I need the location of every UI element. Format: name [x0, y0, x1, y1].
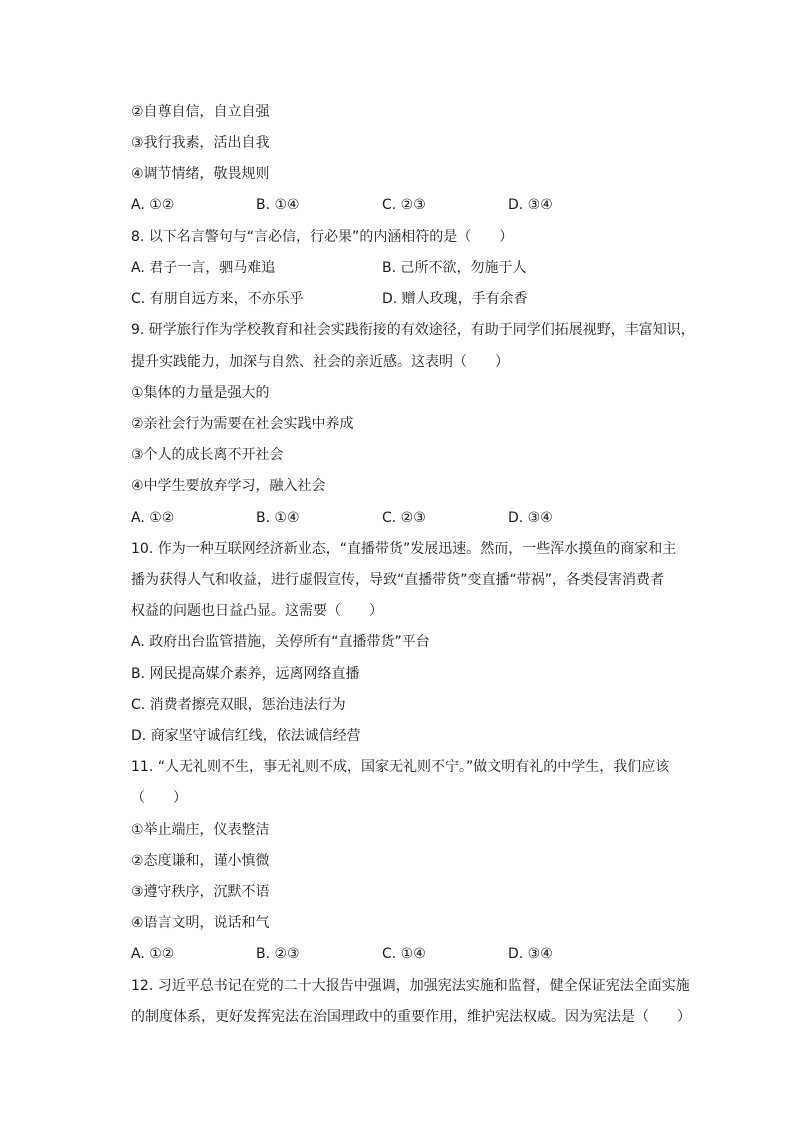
q9-stem-line2: 提升实践能力，加深与自然、社会的亲近感。这表明（ ） [131, 354, 509, 370]
q10-option-c: C. 消费者擦亮双眼，惩治违法行为 [131, 697, 346, 713]
q10-option-a: A. 政府出台监管措施，关停所有“直播带货”平台 [131, 634, 430, 650]
q11-item-2: ②态度谦和，谨小慎微 [131, 853, 270, 869]
q8-stem: 8. 以下名言警句与“言必信，行必果”的内涵相符的是（ ） [131, 229, 514, 245]
q7-item-3: ③我行我素，活出自我 [131, 135, 270, 151]
q9-item-2: ②亲社会行为需要在社会实践中养成 [131, 416, 354, 432]
q11-option-d: D. ③④ [508, 946, 553, 962]
q10-stem-line2: 播为获得人气和收益，进行虚假宣传，导致“直播带货”变直播“带祸”，各类侵害消费者 [131, 572, 665, 588]
q9-stem-line1: 9. 研学旅行作为学校教育和社会实践衔接的有效途径，有助于同学们拓展视野，丰富知识， [131, 322, 695, 338]
q11-item-3: ③遵守秩序，沉默不语 [131, 884, 270, 900]
q11-stem-line1: 11. “人无礼则不生，事无礼则不成，国家无礼则不宁。”做文明有礼的中学生，我们应该 [131, 759, 670, 775]
q9-item-4: ④中学生要放弃学习，融入社会 [131, 478, 326, 494]
q11-option-c: C. ①④ [382, 946, 426, 962]
q10-option-b: B. 网民提高媒介素养，远离网络直播 [131, 666, 360, 682]
q9-option-c: C. ②③ [382, 510, 426, 526]
q7-item-2: ②自尊自信，自立自强 [131, 104, 270, 120]
q12-stem-line1: 12. 习近平总书记在党的二十大报告中强调，加强宪法实施和监督，健全保证宪法全面实施 [131, 978, 690, 994]
q7-item-4: ④调节情绪，敬畏规则 [131, 166, 270, 182]
q10-stem-line3: 权益的问题也日益凸显。这需要（ ） [131, 603, 383, 619]
q10-stem-line1: 10. 作为一种互联网经济新业态，“直播带货”发展迅速。然而，一些浑水摸鱼的商家和主 [131, 541, 677, 557]
q8-option-a: A. 君子一言，驷马难追 [131, 260, 276, 276]
q11-option-b: B. ②③ [256, 946, 300, 962]
q7-option-a: A. ①② [131, 197, 175, 213]
q11-item-4: ④语言文明，说话和气 [131, 915, 270, 931]
q9-option-d: D. ③④ [508, 510, 553, 526]
q9-option-b: B. ①④ [256, 510, 300, 526]
q11-option-a: A. ①② [131, 946, 175, 962]
q11-stem-line2: （ ） [131, 790, 187, 806]
q8-option-d: D. 赠人玫瑰，手有余香 [382, 291, 528, 307]
q10-option-d: D. 商家坚守诚信红线，依法诚信经营 [131, 728, 361, 744]
q7-option-c: C. ②③ [382, 197, 426, 213]
q8-option-c: C. 有朋自远方来，不亦乐乎 [131, 291, 304, 307]
q11-item-1: ①举止端庄，仪表整洁 [131, 822, 270, 838]
q8-option-b: B. 己所不欲，勿施于人 [382, 260, 527, 276]
q12-stem-line2: 的制度体系，更好发挥宪法在治国理政中的重要作用，维护宪法权威。因为宪法是（ ） [131, 1009, 691, 1025]
q9-item-1: ①集体的力量是强大的 [131, 385, 270, 401]
q7-option-d: D. ③④ [508, 197, 553, 213]
q7-option-b: B. ①④ [256, 197, 300, 213]
q9-option-a: A. ①② [131, 510, 175, 526]
q9-item-3: ③个人的成长离不开社会 [131, 447, 284, 463]
